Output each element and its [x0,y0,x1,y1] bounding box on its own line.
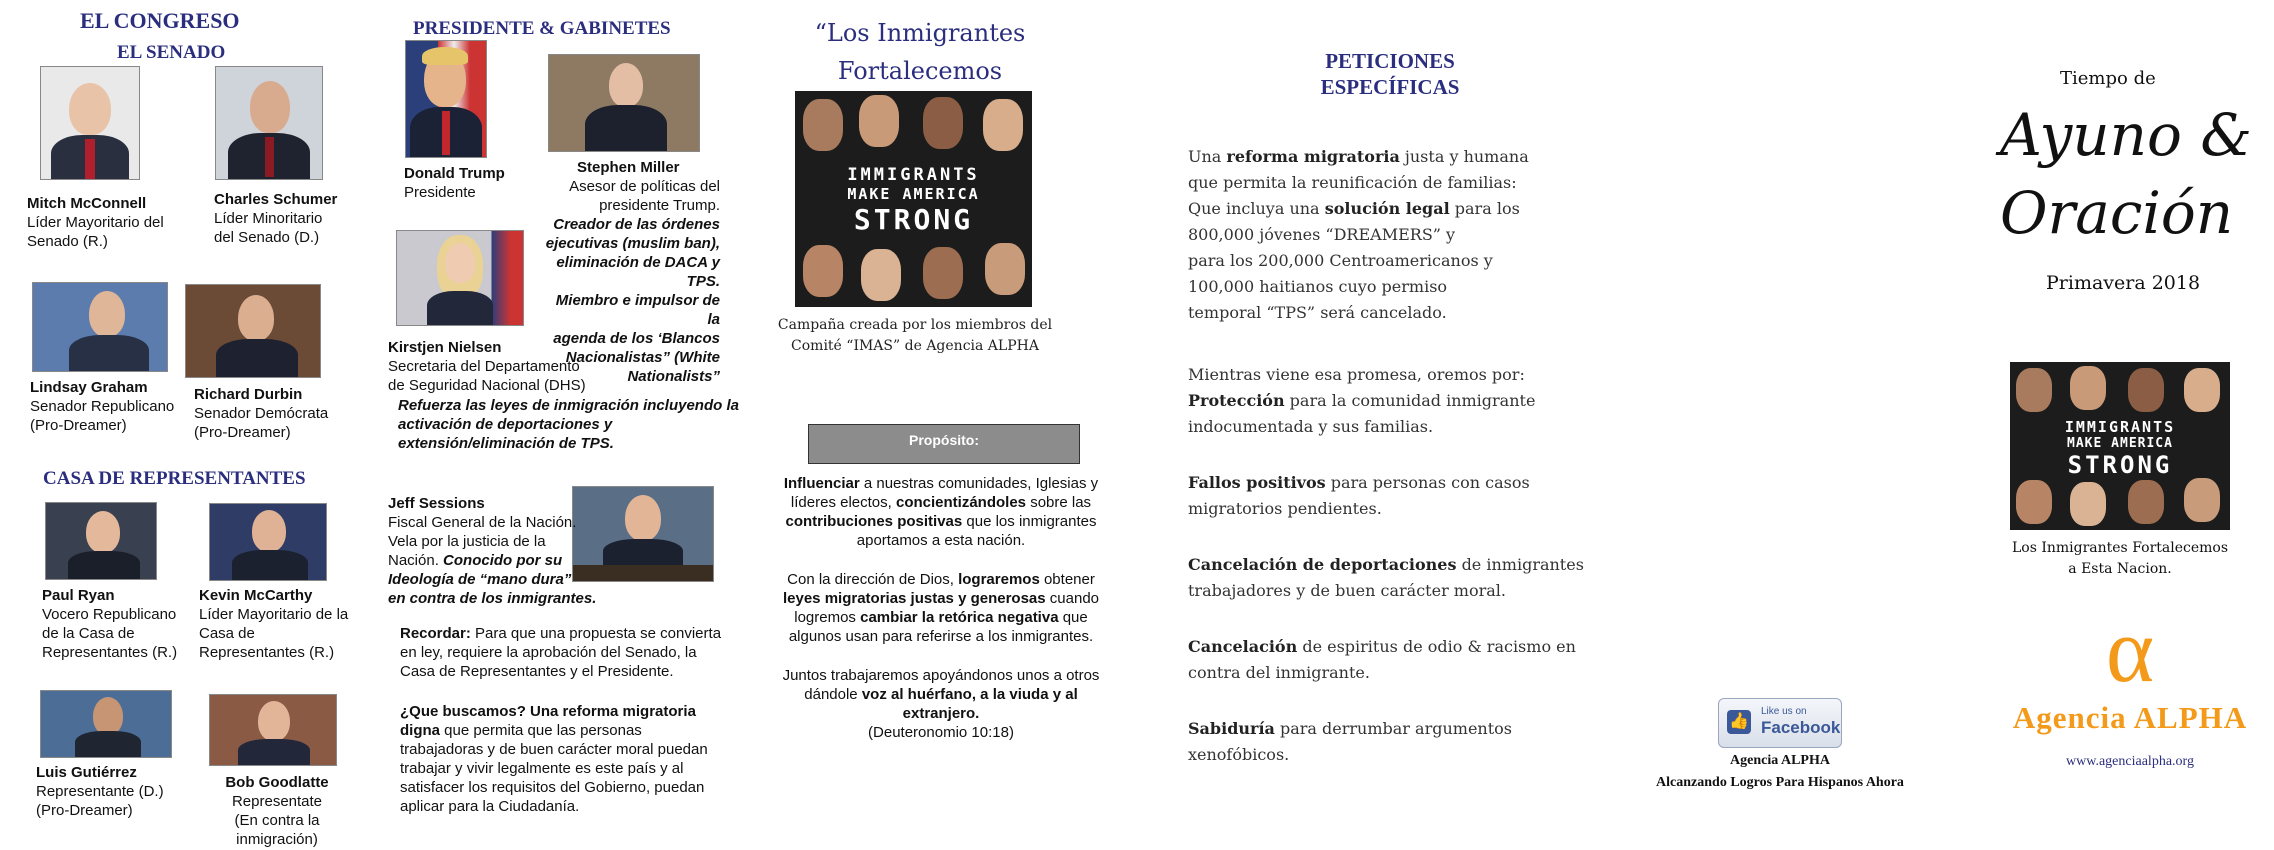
ryan-caption: Paul Ryan Vocero Republicano de la Casa de Representantes (R.) [42,587,178,661]
peticion-fallos: Fallos positivos para personas con casos migratorios pendientes. [1188,473,1530,518]
peticion-deportaciones: Cancelación de deportaciones de inmigrantes trabajadores y de buen carácter moral. [1188,555,1584,600]
facebook-name: Facebook [1761,718,1841,737]
portada-poster-caption: Los Inmigrantes Fortalecemos a Esta Nacion. [2011,540,2229,577]
trump-photo [405,40,487,158]
portada-season: Primavera 2018 [2046,272,2201,294]
facebook-like-button[interactable] [1718,698,1842,748]
proposito-p1: Influenciar a nuestras comunidades, Iglesias y líderes electos, concientizándoles sobre las contribuciones positivas que los inmigrantes aportamos a esta nación. [783,475,1099,549]
recordar-text: Recordar: Para que una propuesta se convierta en ley, requiere la aprobación del Senado, la Casa de Representantes y el Presidente. [400,625,722,680]
quote-title: “Los Inmigrantes Fortalecemos [814,19,1026,85]
facebook-like-label: Like us on [1761,706,1807,717]
alpha-logo-icon: α [2105,599,2155,701]
presidente-title: PRESIDENTE & GABINETES [413,18,671,39]
immigrants-poster [795,91,1032,307]
nielsen-caption: Kirstjen Nielsen Secretaria del Departamento de Seguridad Nacional (DHS) [388,339,586,394]
schumer-photo [215,66,323,180]
graham-photo [32,282,168,372]
peticion-odio: Cancelación de espiritus de odio & racismo en contra del inmigrante. [1188,637,1576,682]
goodlatte-caption: Bob Goodlatte Representate (En contra la inmigración) [225,774,329,848]
buscamos-text: ¿Que buscamos? Una reforma migratoria digna que permita que las personas trabajadoras y de buen carácter moral puedan trabajar y vivir legalmente es este país y al satisfacer los requisitos del Gobierno, puedan aplicar para la Ciudadanía. [400,703,708,815]
miller-photo [548,54,700,152]
goodlatte-photo [209,694,337,766]
peticion-reforma: Una reforma migratoria justa y humana que permita la reunificación de familias: Que incluya una solución legal para los 800,000 jóvenes “DREAMERS” y para los 200,000 Centroamericanos y 100,000 haitianos cuyo permiso temporal “TPS” será cancelado. [1188,147,1529,322]
durbin-photo [185,284,321,378]
peticion-proteccion: Mientras viene esa promesa, oremos por: Protección para la comunidad inmigrante indocumentada y sus familias. [1188,365,1536,436]
portada-poster [2010,362,2230,530]
proposito-box: Propósito: [808,424,1080,464]
ryan-photo [45,502,157,580]
gutierrez-caption: Luis Gutiérrez Representante (D.) (Pro-Dreamer) [36,764,164,819]
poster-text: IMMIGRANTS MAKE AMERICA STRONG [847,165,980,236]
senado-title: EL SENADO [117,42,226,63]
congreso-title: EL CONGRESO [80,8,240,33]
contacto-org: Agencia ALPHA Alcanzando Logros Para Hispanos Ahora [1656,753,1904,790]
mccarthy-caption: Kevin McCarthy Líder Mayoritario de la Casa de Representantes (R.) [199,587,349,661]
durbin-caption: Richard Durbin Senador Demócrata (Pro-Dreamer) [194,386,329,441]
gutierrez-photo [40,690,172,758]
poster-caption: Campaña creada por los miembros del Comité “IMAS” de Agencia ALPHA [777,317,1053,354]
nielsen-photo [396,230,524,326]
proposito-p2: Con la dirección de Dios, lograremos obtener leyes migratorias justas y generosas cuando logremos cambiar la retórica negativa que algunos usan para referirse a los inmigrantes. [782,571,1100,645]
mcconnell-caption: Mitch McConnell Líder Mayoritario del Senado (R.) [27,195,164,250]
nielsen-note: Refuerza las leyes de inmigración incluyendo la activación de deportaciones y extensión/eliminación de TPS. [398,397,739,452]
portada-poster-text: IMMIGRANTS MAKE AMERICA STRONG [2064,418,2176,479]
graham-caption: Lindsay Graham Senador Republicano (Pro-Dreamer) [30,379,175,434]
mccarthy-photo [209,503,327,581]
portada-title: Ayuno & Oración [2000,101,2252,247]
portada-url[interactable]: www.agenciaalpha.org [2066,754,2194,769]
miller-caption: Stephen Miller Asesor de políticas del presidente Trump. Creador de las órdenes ejecutivas (muslim ban), eliminación de DACA y TPS. Miembro e impulsor de la agenda de los ‘Blancos Nacionalistas” (White Nationalists” [545,159,720,385]
peticiones-title: PETICIONES ESPECÍFICAS [1320,49,1460,99]
sessions-caption: Jeff Sessions Fiscal General de la Nación. Vela por la justicia de la Nación. Conocido por su Ideología de “mano dura” en contra de los inmigrantes. [388,495,597,607]
casa-title: CASA DE REPRESENTANTES [43,468,306,489]
mcconnell-photo [40,66,140,180]
proposito-p3: Juntos trabajaremos apoyándonos unos a otros dándole voz al huérfano, a la viuda y al extranjero. (Deuteronomio 10:18) [782,667,1100,741]
portada-agency: Agencia ALPHA [2012,700,2248,735]
schumer-caption: Charles Schumer Líder Minoritario del Senado (D.) [214,191,338,246]
peticion-sabiduria: Sabiduría para derrumbar argumentos xenofóbicos. [1188,719,1512,764]
thumbs-up-icon: 👍 [1727,710,1751,734]
trump-caption: Donald Trump Presidente [404,165,505,201]
portada-tiempo: Tiempo de [2060,68,2156,89]
